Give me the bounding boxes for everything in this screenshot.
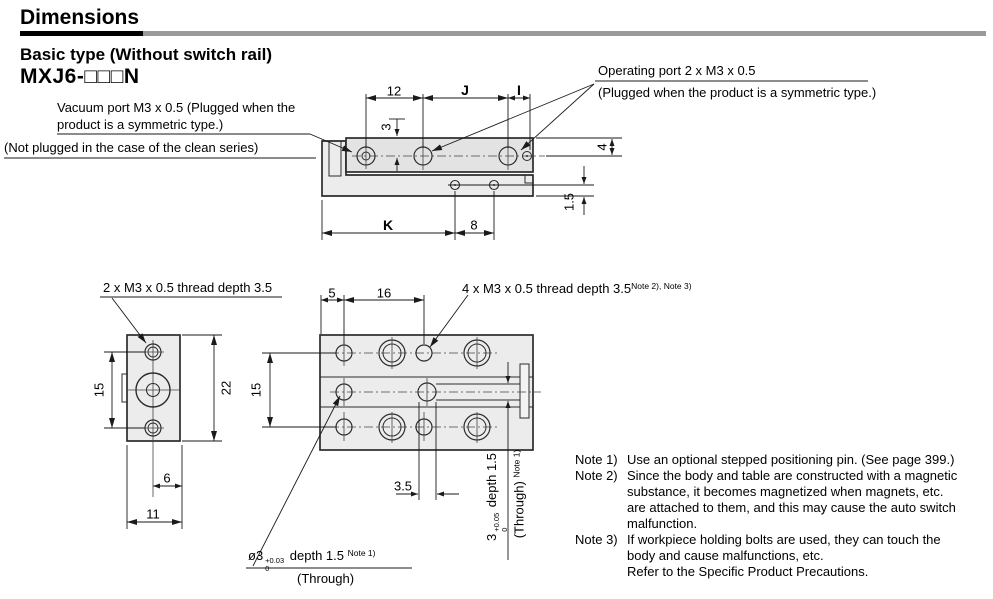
dim-22: 22	[218, 380, 234, 396]
dim-11: 11	[146, 506, 160, 522]
dim-12: 12	[386, 83, 402, 99]
dim-16: 16	[376, 285, 392, 301]
note-3-line: body and cause malfunctions, etc.	[627, 548, 824, 563]
dim-6: 6	[163, 470, 171, 486]
dim-1-5: 1.5	[561, 192, 577, 212]
title-underline-black	[20, 31, 143, 36]
dim-3: 3	[378, 123, 394, 131]
bottom-view-end-tab	[520, 364, 529, 418]
end-view	[122, 335, 180, 497]
dim-5: 5	[328, 285, 336, 301]
note-2-line: substance, it becomes magnetized when magnets, etc.	[627, 484, 944, 499]
dim-4: 4	[594, 143, 610, 151]
operating-port-label-line1: Operating port 2 x M3 x 0.5	[598, 63, 756, 78]
thread-4x-label: 4 x M3 x 0.5 thread depth $3.5^{Note 2), Note 3)}$	[462, 281, 692, 296]
notes-block	[575, 452, 993, 580]
page-title: Dimensions	[20, 6, 140, 29]
slot-through-label: (Through) $^{Note 1)}$	[511, 449, 527, 539]
side-view	[322, 138, 545, 196]
vacuum-port-label-line2: product is a symmetric type.)	[57, 117, 224, 132]
dim-8: 8	[470, 217, 478, 233]
note-3-line: Refer to the Specific Product Precautions.	[627, 564, 869, 579]
note-3	[575, 532, 993, 580]
note-2-label: Note 2)	[575, 468, 618, 483]
end-view-body	[127, 335, 180, 441]
note-2	[575, 468, 993, 532]
vacuum-port-label-line1: Vacuum port M3 x 0.5 (Plugged when the	[57, 100, 296, 115]
section-subtitle: Basic type (Without switch rail)	[20, 45, 273, 64]
thread-2x-label: 2 x M3 x 0.5 thread depth 3.5	[103, 280, 273, 295]
dim-J: J	[461, 82, 469, 98]
side-view-table	[346, 138, 533, 172]
note-2-line: malfunction.	[627, 516, 698, 531]
hole-dia-label: ø3 +0.03 0 depth 1.5 $^{Note 1)}$	[248, 548, 376, 573]
hole-through-label: (Through)	[297, 571, 355, 586]
note-2-line: are attached to them, and this may cause the auto switch	[627, 500, 956, 515]
dim-15-bottom: 15	[248, 382, 264, 398]
note-2-line: Since the body and table are constructed with a magnetic	[627, 468, 958, 483]
dim-I: I	[517, 82, 521, 98]
note-3-label: Note 3)	[575, 532, 618, 547]
dim-K: K	[382, 217, 394, 233]
dim-3-5: 3.5	[393, 478, 413, 494]
dim-15-end: 15	[91, 382, 107, 398]
clean-series-label: (Not plugged in the case of the clean series)	[4, 140, 259, 155]
model-number: MXJ6-□□□N	[20, 65, 140, 88]
note-1	[575, 452, 993, 468]
note-1-label: Note 1)	[575, 452, 618, 467]
note-3-line: If workpiece holding bolts are used, they can touch the	[627, 532, 941, 547]
operating-port-label-line2: (Plugged when the product is a symmetric type.)	[598, 85, 877, 100]
slot-depth-label: 3 +0.05 0 depth 1.5	[484, 452, 509, 542]
note-1-line: Use an optional stepped positioning pin. (See page 399.)	[627, 452, 955, 467]
title-underline-gray	[143, 31, 986, 36]
